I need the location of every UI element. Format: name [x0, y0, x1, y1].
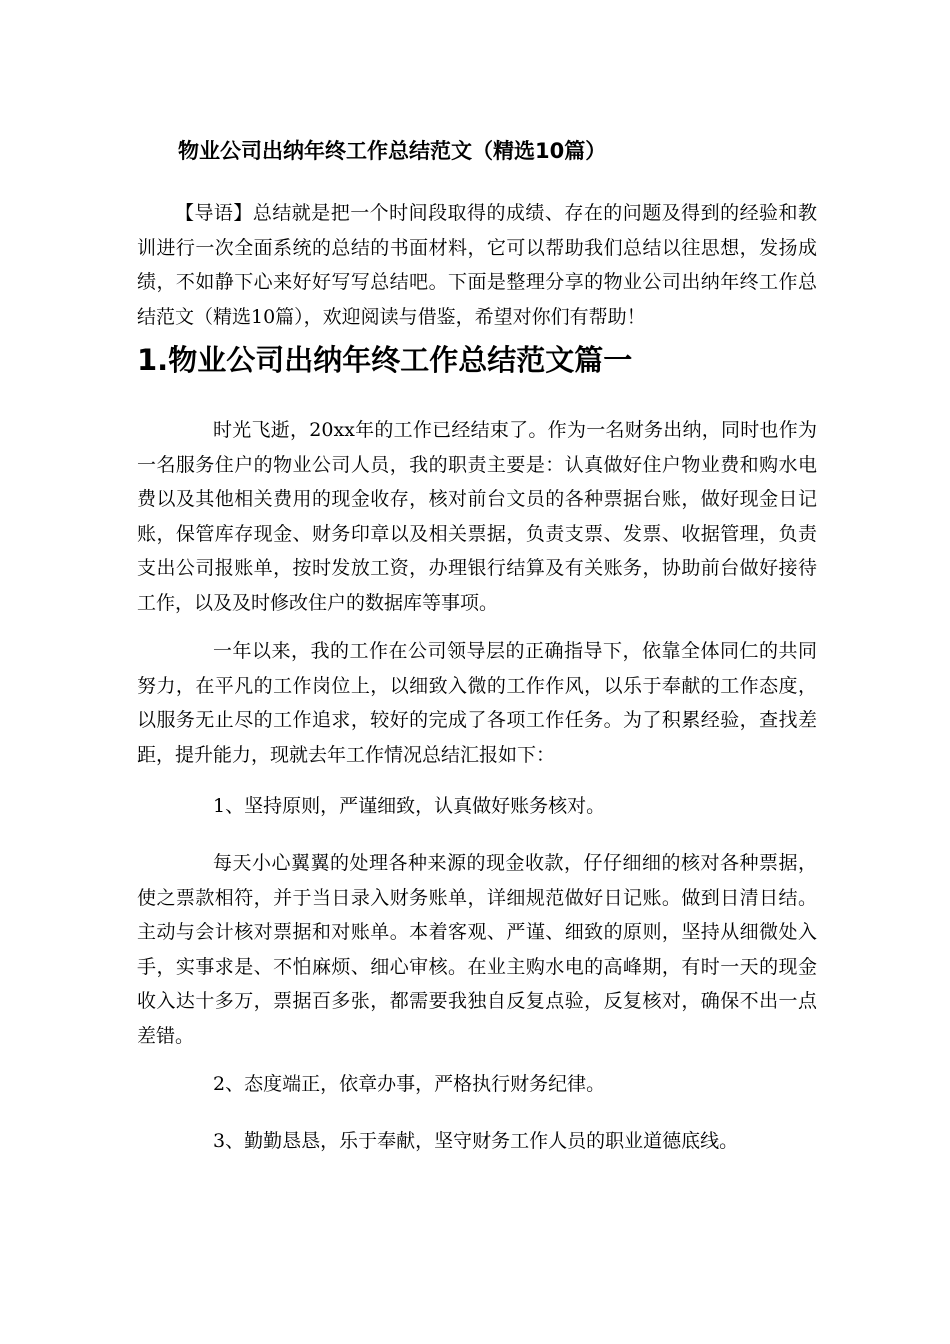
intro-paragraph: 【导语】总结就是把一个时间段取得的成绩、存在的问题及得到的经验和教训进行一次全面系统的总结的书面材料，它可以帮助我们总结以往思想，发扬成绩，不如静下心来好好写写总结吧。下面是整理分享的物业公司出纳年终工作总结范文（精选10篇），欢迎阅读与借鉴，希望对你们有帮助！: [137, 202, 817, 328]
list-item: 3、勤勤恳恳，乐于奉献，坚守财务工作人员的职业道德底线。: [213, 1130, 739, 1152]
section-heading: 1.物业公司出纳年终工作总结范文篇一: [137, 343, 633, 377]
body-paragraph: 每天小心翼翼的处理各种来源的现金收款，仔仔细细的核对各种票据，使之票款相符，并于当日录入财务账单，详细规范做好日记账。做到日清日结。主动与会计核对票据和对账单。本着客观、严谨、细致的原则，坚持从细微处入手，实事求是、不怕麻烦、细心审核。在业主购水电的高峰期，有时一天的现金收入达十多万，票据百多张，都需要我独自反复点验，反复核对，确保不出一点差错。: [137, 852, 817, 1047]
body-paragraph: 时光飞逝，20xx年的工作已经结束了。作为一名财务出纳，同时也作为一名服务住户的物业公司人员，我的职责主要是：认真做好住户物业费和购水电费以及其他相关费用的现金收存，核对前台文员的各种票据台账，做好现金日记账，保管库存现金、财务印章以及相关票据，负责支票、发票、收据管理，负责支出公司报账单，按时发放工资，办理银行结算及有关账务，协助前台做好接待工作，以及及时修改住户的数据库等事项。: [137, 419, 817, 614]
body-paragraph: 一年以来，我的工作在公司领导层的正确指导下，依靠全体同仁的共同努力，在平凡的工作岗位上，以细致入微的工作作风，以乐于奉献的工作态度，以服务无止尽的工作追求，较好的完成了各项工作任务。为了积累经验，查找差距，提升能力，现就去年工作情况总结汇报如下：: [137, 640, 817, 766]
list-item: 1、坚持原则，严谨细致，认真做好账务核对。: [213, 795, 606, 817]
list-item: 2、态度端正，依章办事，严格执行财务纪律。: [213, 1073, 606, 1095]
document-title: 物业公司出纳年终工作总结范文（精选10篇）: [178, 139, 607, 163]
